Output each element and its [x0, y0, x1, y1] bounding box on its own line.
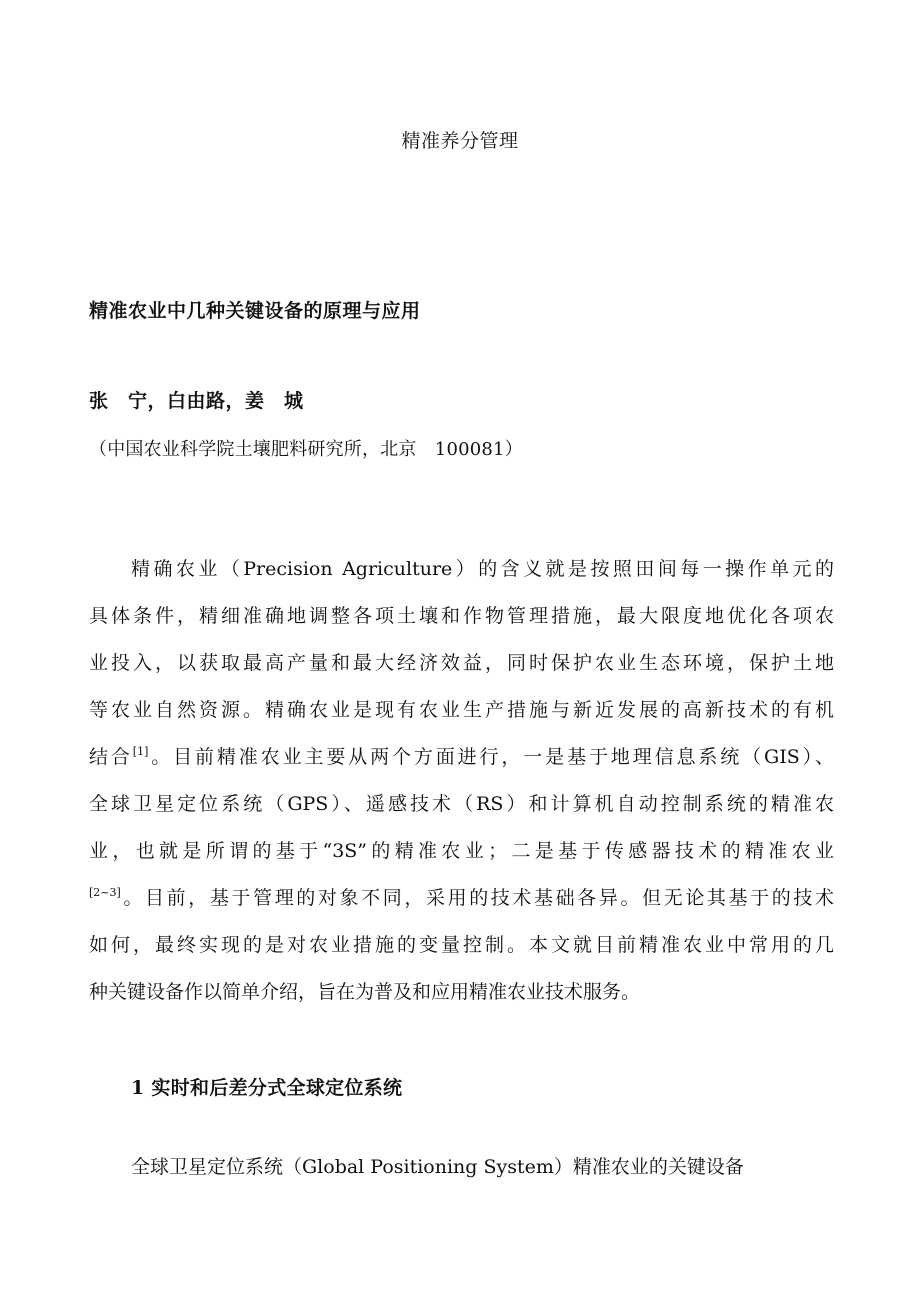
paragraph-line: 具体条件，精细准确地调整各项土壤和作物管理措施，最大限度地优化各项农	[89, 605, 834, 627]
paragraph-line: 种关键设备作以简单介绍，旨在为普及和应用精准农业技术服务。	[89, 981, 641, 1003]
article-title: 精准农业中几种关键设备的原理与应用	[89, 300, 421, 322]
paragraph-line: 业，也就是所谓的基于“3S”的精准农业；二是基于传感器技术的精准农业	[89, 840, 834, 862]
author-affiliation: （中国农业科学院土壤肥料研究所，北京 100081）	[89, 439, 523, 460]
citation-marker: [1]	[132, 745, 149, 758]
paragraph-line: 精确农业（Precision Agriculture）的含义就是按照田间每一操作单元的	[131, 558, 834, 580]
paragraph-line: 全球卫星定位系统（GPS）、遥感技术（RS）和计算机自动控制系统的精准农	[89, 793, 834, 815]
section-paragraph	[89, 1144, 834, 1191]
paragraph-line: 如何，最终实现的是对农业措施的变量控制。本文就目前精准农业中常用的几	[89, 934, 834, 956]
paragraph-line	[89, 875, 834, 922]
paragraph-line: 业投入，以获取最高产量和最大经济效益，同时保护农业生态环境，保护土地	[89, 652, 834, 674]
intro-paragraph	[89, 546, 834, 1016]
paragraph-text: 。目前精准农业主要从两个方面进行，一是基于地理信息系统（GIS）、	[148, 746, 834, 768]
document-title: 精准养分管理	[401, 130, 519, 152]
section-heading: 1 实时和后差分式全球定位系统	[131, 1077, 403, 1099]
paragraph-text: 。目前，基于管理的对象不同，采用的技术基础各异。但无论其基于的技术	[120, 887, 834, 909]
paragraph-line: 等农业自然资源。精确农业是现有农业生产措施与新近发展的高新技术的有机	[89, 699, 834, 721]
citation-marker: [2~3]	[89, 886, 121, 899]
author-list: 张 宁，白由路，姜 城	[89, 390, 304, 412]
paragraph-line: 全球卫星定位系统（Global Positioning System）精准农业的关键设备	[131, 1156, 744, 1178]
paragraph-line	[89, 734, 834, 781]
paragraph-text: 结合	[89, 746, 133, 768]
